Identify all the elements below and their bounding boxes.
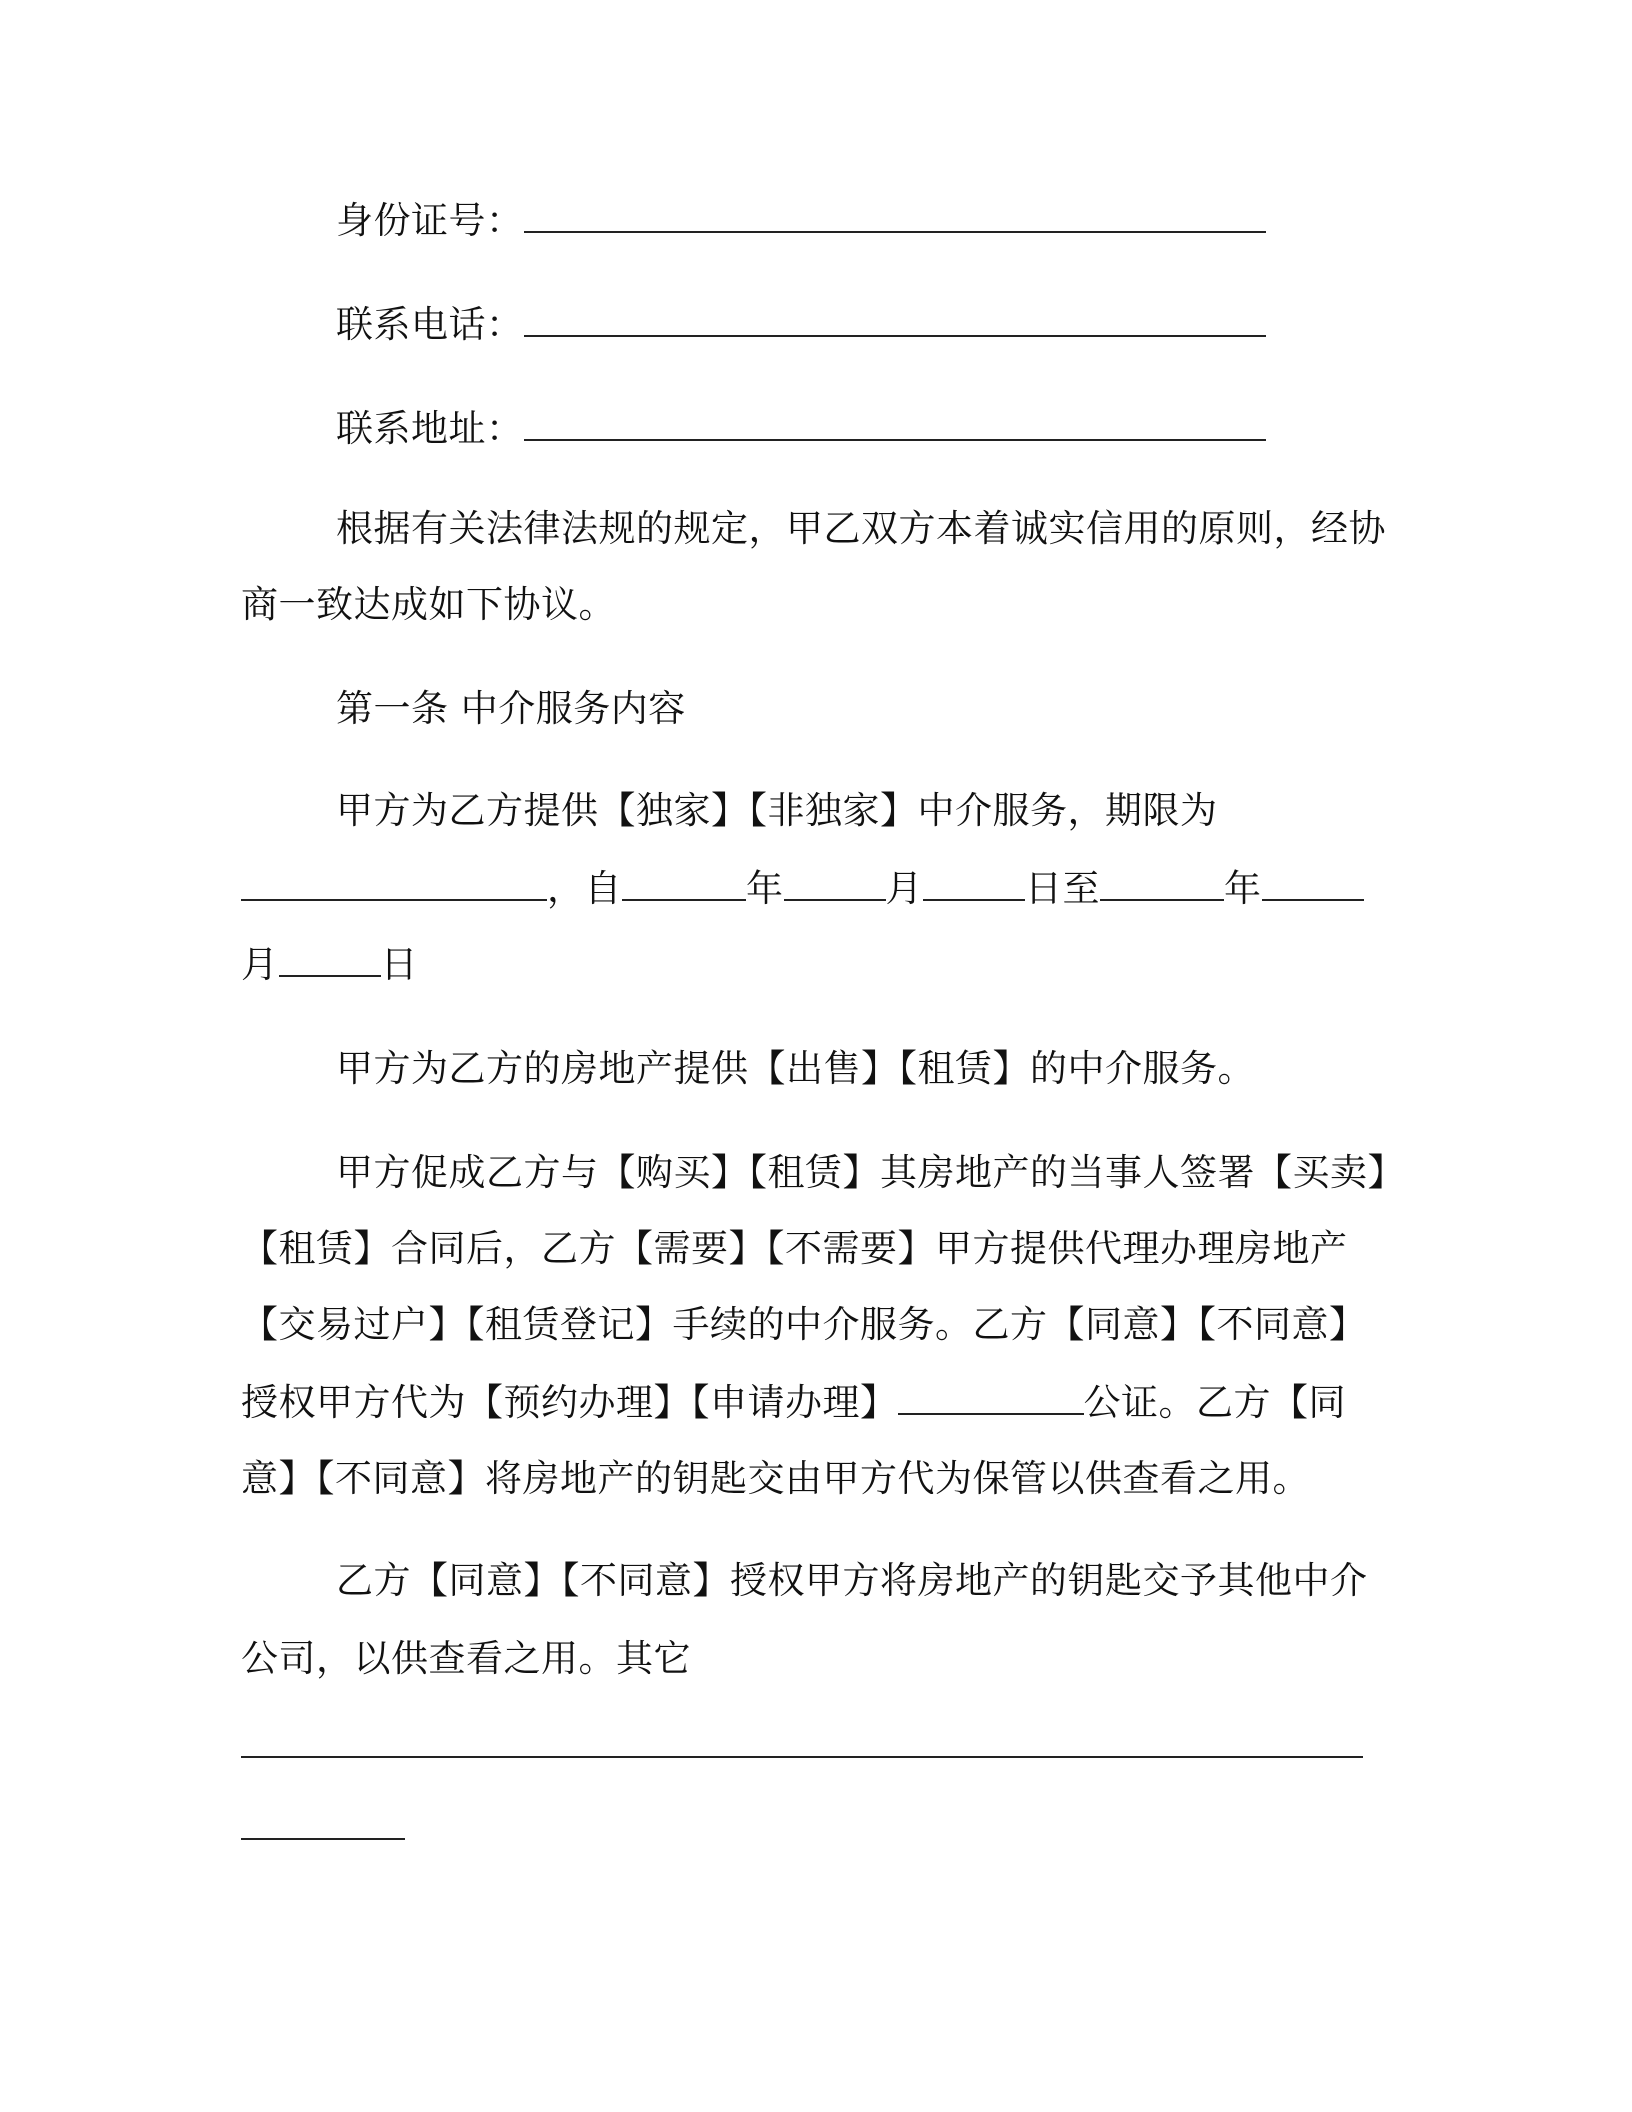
address-label: 联系地址： (336, 407, 524, 450)
article-1-title: 第一条 中介服务内容 (336, 687, 686, 730)
phone-field (336, 303, 1266, 346)
keys-line-1: 乙方【同意】【不同意】授权甲方将房地产的钥匙交予其他中介 (336, 1559, 1368, 1602)
transfer-line-1: 甲方促成乙方与【购买】【租赁】其房地产的当事人签署【买卖】 (336, 1151, 1405, 1194)
transfer-line-5: 意】【不同意】将房地产的钥匙交由甲方代为保管以供查看之用。 (241, 1457, 1310, 1500)
year-text: 年 (1224, 867, 1262, 910)
intro-line-1: 根据有关法律法规的规定，甲乙双方本着诚实信用的原则，经协 (336, 507, 1386, 550)
service-term-line-3 (241, 943, 418, 986)
notary-suffix-text: 公证。乙方【同 (1083, 1381, 1346, 1424)
id-number-label: 身份证号： (336, 199, 524, 242)
start-day-blank (923, 899, 1025, 901)
day-text: 日 (380, 943, 418, 986)
phone-label: 联系电话： (336, 303, 524, 346)
service-type-line: 甲方为乙方的房地产提供【出售】【租赁】的中介服务。 (336, 1047, 1255, 1090)
other-blank-line-2 (241, 1838, 405, 1840)
start-year-blank (622, 899, 746, 901)
transfer-line-2: 【租赁】合同后，乙方【需要】【不需要】甲方提供代理办理房地产 (241, 1227, 1348, 1270)
id-number-field (336, 199, 1266, 242)
start-month-blank (784, 899, 886, 901)
address-blank (524, 439, 1266, 441)
address-field (336, 407, 1266, 450)
end-day-blank (279, 975, 381, 977)
notary-text: 授权甲方代为【预约办理】【申请办理】 (241, 1381, 898, 1424)
from-text: ，自 (547, 867, 622, 910)
service-term-line-2 (241, 867, 1364, 910)
end-year-blank (1100, 899, 1224, 901)
keys-line-2: 公司，以供查看之用。其它 (241, 1637, 691, 1680)
month-text: 月 (241, 943, 279, 986)
service-term-line-1: 甲方为乙方提供【独家】【非独家】中介服务，期限为 (336, 789, 1218, 832)
notary-blank (898, 1413, 1084, 1415)
end-month-blank (1262, 899, 1364, 901)
other-blank-line-1 (241, 1756, 1363, 1758)
day-to-text: 日至 (1025, 867, 1100, 910)
intro-line-2: 商一致达成如下协议。 (241, 583, 616, 626)
transfer-line-4 (241, 1381, 1346, 1424)
term-blank (241, 899, 547, 901)
id-number-blank (524, 231, 1266, 233)
month-text: 月 (885, 867, 923, 910)
phone-blank (524, 335, 1266, 337)
transfer-line-3: 【交易过户】【租赁登记】手续的中介服务。乙方【同意】【不同意】 (241, 1303, 1367, 1346)
year-text: 年 (746, 867, 784, 910)
